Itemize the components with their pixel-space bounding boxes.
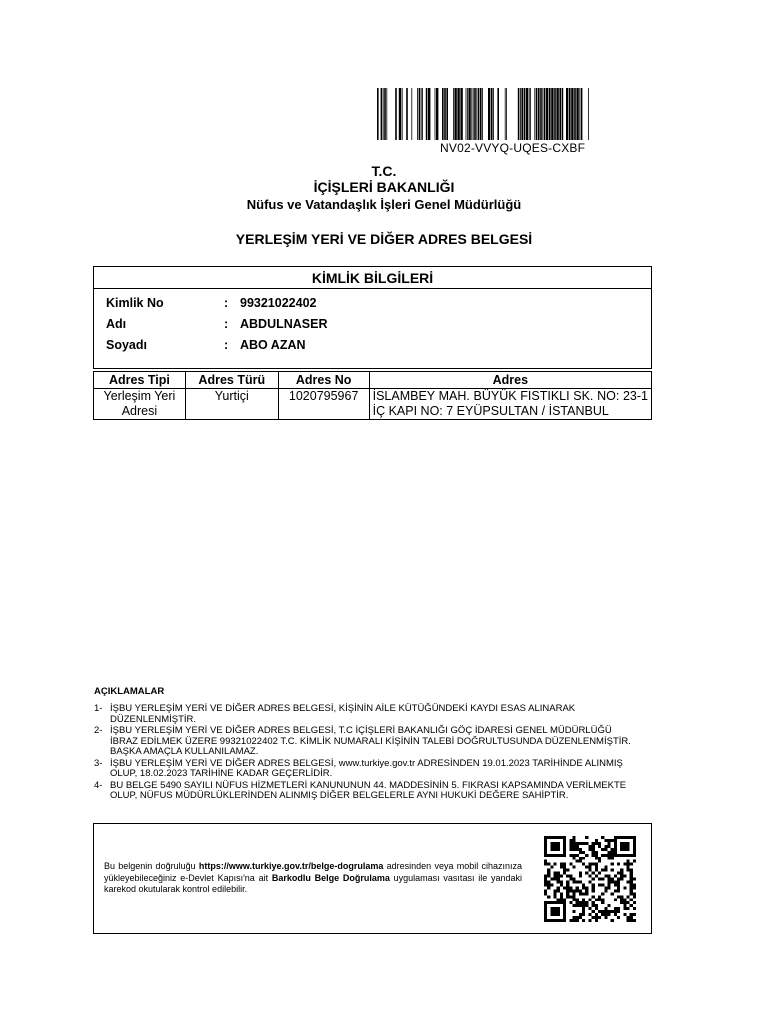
note-text: BU BELGE 5490 SAYILI NÜFUS HİZMETLERİ KANUNUNUN 44. MADDESİNİN 5. FIKRASI KAPSAMINDA VERİLMEKTE OLUP, NÜFUS MÜDÜRLÜKLERİNDEN ALINMIŞ DİĞER BELGELERLE AYNI HUKUKİ DEĞERE SAHİPTİR. — [110, 779, 627, 801]
surname-label: Soyadı — [106, 338, 147, 352]
column-header-address-type: Adres Tipi — [94, 372, 186, 389]
list-item — [94, 704, 634, 725]
note-text: İŞBU YERLEŞİM YERİ VE DİĞER ADRES BELGESİ, www.turkiye.gov.tr ADRESİNDEN 19.01.2023 TARİHİNDE ALINMIŞ OLUP, 18.02.2023 TARİHİNE KADAR GEÇERLİDİR. — [110, 757, 623, 779]
cell-address: İSLAMBEY MAH. BÜYÜK FISTIKLI SK. NO: 23-1 İÇ KAPI NO: 7 EYÜPSULTAN / İSTANBUL — [369, 389, 651, 420]
cell-address-number: 1020795967 — [278, 389, 369, 420]
note-number: 1- — [94, 703, 103, 714]
name-value: ABDULNASER — [240, 317, 328, 331]
verification-text-part: Bu belgenin doğruluğu — [104, 861, 199, 871]
note-text: İŞBU YERLEŞİM YERİ VE DİĞER ADRES BELGESİ, KİŞİNİN AİLE KÜTÜĞÜNDEKİ KAYDI ESAS ALINARAK DÜZENLENMİŞTİR. — [110, 703, 576, 725]
verification-text-part: uygulaması vasıtası ile yandaki karekod okutularak kontrol edilebilir. — [104, 872, 522, 894]
verification-box — [93, 823, 652, 934]
cell-address-type: Yerleşim Yeri Adresi — [94, 389, 186, 420]
qr-code — [544, 836, 636, 922]
address-table — [93, 371, 652, 420]
notes-title: AÇIKLAMALAR — [94, 686, 165, 697]
notes-list — [94, 704, 634, 803]
id-number-label: Kimlik No — [106, 296, 164, 310]
colon: : — [224, 317, 229, 331]
colon: : — [224, 338, 229, 352]
address-table-header-row — [94, 372, 652, 389]
cell-address-kind: Yurtiçi — [185, 389, 278, 420]
country-heading: T.C. — [371, 163, 397, 179]
verification-text-part: adresinden veya mobil cihazınıza yükleyebileceğiniz e-Devlet Kapısı'na ait — [104, 861, 523, 883]
ministry-heading: İÇİŞLERİ BAKANLIĞI — [313, 179, 455, 195]
column-header-address-number: Adres No — [278, 372, 369, 389]
note-text: İŞBU YERLEŞİM YERİ VE DİĞER ADRES BELGESİ, T.C İÇİŞLERİ BAKANLIĞI GÖÇ İDARESİ GENEL MÜDÜRLÜĞÜ İBRAZ EDİLMEK ÜZERE 99321022402 T.C. KİMLİK NUMARALI KİŞİNİN TALEBİ DOĞRULTUSUNDA DÜZENLENMİŞTİR. BAŞKA AMAÇLA KULLANILAMAZ. — [110, 725, 631, 757]
table-row — [94, 389, 652, 420]
list-item — [94, 781, 634, 802]
document-title: YERLEŞİM YERİ VE DİĞER ADRES BELGESİ — [235, 231, 533, 247]
note-number: 4- — [94, 779, 103, 791]
verification-app-name: Barkodlu Belge Doğrulama — [271, 872, 390, 883]
colon: : — [224, 296, 229, 310]
barcode-code: NV02-VVYQ-UQES-CXBF — [440, 141, 586, 155]
note-number: 2- — [94, 725, 103, 736]
list-item — [94, 726, 634, 758]
identity-section — [93, 266, 652, 369]
verification-url[interactable]: https://www.turkiye.gov.tr/belge-dogrulama — [198, 861, 384, 871]
identity-section-title: KİMLİK BİLGİLERİ — [94, 267, 651, 289]
name-label: Adı — [106, 317, 127, 331]
note-number: 3- — [94, 757, 103, 769]
list-item — [94, 759, 634, 780]
barcode — [377, 88, 591, 140]
id-number-value: 99321022402 — [240, 296, 317, 310]
column-header-address: Adres — [369, 372, 651, 389]
directorate-heading: Nüfus ve Vatandaşlık İşleri Genel Müdürlüğü — [246, 197, 522, 212]
surname-value: ABO AZAN — [240, 338, 306, 352]
verification-text — [104, 861, 522, 896]
column-header-address-kind: Adres Türü — [185, 372, 278, 389]
